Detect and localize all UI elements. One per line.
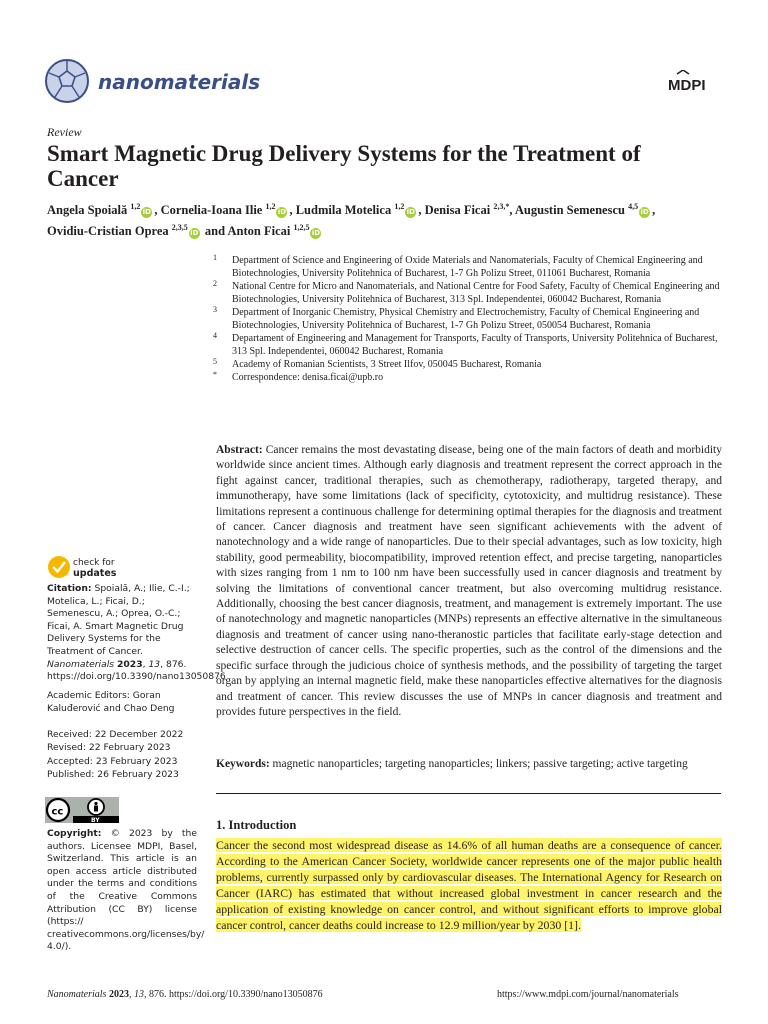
author-separator: , xyxy=(418,203,425,218)
author-separator: , xyxy=(509,203,515,218)
footer-citation: Nanomaterials 2023, 13, 876. https://doi.org/10.3390/nano13050876 xyxy=(47,989,323,1000)
publisher-name: MDPI xyxy=(668,77,706,92)
author-name: Ovidiu-Cristian Oprea xyxy=(47,224,169,239)
abstract-text: Cancer remains the most devastating disease, being one of the main factors of death and morbidity worldwide since ancient times. Although early diagnosis and treatment represent the correct approach in the fight against cancer, traditional therapies, such as chemotherapy, radiotherapy, targeted therapy, and immunotherapy, have some limitations (lack of specificity, cytotoxicity, and multidrug resistance). These limitations represent a continuous challenge for determining optimal therapies for the diagnosis and treatment of cancer. Cancer diagnosis and treatment have seen significant achievements with the advent of nanotechnology and a wide range of nanoparticles. Due to their special advantages, such as low toxicity, high stability, good permeability, biocompatibility, improved retention effect, and precise targeting, nanoparticles with sizes ranging from 1 nm to 100 nm have been successfully used in cancer diagnosis and treatment by solving the limitations of conventional cancer treatment, but also overcoming multidrug resistance. Additionally, choosing the best cancer diagnosis, treatment, and management is extremely important. The use of nanotechnology and magnetic nanoparticles (MNPs) represents an effective alternative in the simultaneous diagnosis and treatment of cancer using nano-theranostic particles that facilitate early-stage detection and selective destruction of cancer cells. The specific properties, such as the control of the dimensions and the specific surface through the judicious choice of synthesis methods, and the possibility of targeting the target organ by applying an internal magnetic field, make these nanoparticles effective alternatives for the diagnosis and treatment of cancer. This review discusses the use of MNPs in cancer diagnosis and treatment and provides future perspectives in the field. xyxy=(216,444,723,718)
keywords-label: Keywords: xyxy=(216,758,270,770)
copyright-text: © 2023 by the authors. Licensee MDPI, Basel, Switzerland. This article is an open access article distributed under the terms and conditions of the Creative Commons Attribution (CC BY) license (https:// creativecommons.org/licenses/by/ 4.0/). xyxy=(47,828,205,953)
affiliation-number: * xyxy=(213,370,217,379)
citation-text: Spoială, A.; Ilie, C.-I.; Motelica, L.; Ficai, D.; Semenescu, A.; Oprea, O.-C.; Ficai, A. Smart Magnetic Drug Delivery Systems for the Treatment of Cancer. xyxy=(47,583,190,657)
affiliation-number: 1 xyxy=(213,253,217,262)
copyright-block xyxy=(47,828,205,954)
affiliation-item xyxy=(213,371,733,384)
author-separator: , xyxy=(289,203,296,218)
author-affiliation-marker: 1,2 xyxy=(265,202,276,211)
journal-name: nanomaterials xyxy=(98,70,261,94)
citation-volume: 13 xyxy=(148,658,161,670)
svg-text:cc: cc xyxy=(51,806,64,818)
author-name: Anton Ficai xyxy=(227,224,291,239)
affiliation-text: National Centre for Micro and Nanomaterials, and National Centre for Food Safety, Faculty of Chemical Engineering and Biotechnologies, University Politehnica of Bucharest, 313 Spl. Independentei, 060042 Bucharest, Romania xyxy=(232,281,720,305)
footer-year: 2023 xyxy=(108,989,129,1000)
abstract-label: Abstract: xyxy=(216,444,263,456)
affiliation-list xyxy=(213,254,733,384)
orcid-icon[interactable]: iD xyxy=(277,208,287,217)
section-divider xyxy=(216,793,721,794)
copyright-label: Copyright: xyxy=(47,828,102,839)
affiliation-item xyxy=(213,332,733,358)
keywords-text: magnetic nanoparticles; targeting nanoparticles; linkers; passive targeting; active targeting xyxy=(272,758,688,770)
author-affiliation-marker: 1,2,5 xyxy=(293,223,310,233)
author-affiliation-marker: 1,2 xyxy=(130,202,141,211)
date-received: Received: 22 December 2022 xyxy=(47,729,184,740)
affiliation-text: Department of Science and Engineering of Oxide Materials and Nanomaterials, Faculty of Chemical Engineering and Biotechnologies, University Politehnica of Bucharest, 1-7 Gh Polizu Street, 011061 Bucharest, Romania xyxy=(232,255,703,279)
orcid-icon[interactable]: iD xyxy=(311,229,321,238)
keywords xyxy=(216,757,768,772)
author-affiliation-marker: 2,3,* xyxy=(493,202,510,211)
author-list xyxy=(47,198,727,240)
article-title: Smart Magnetic Drug Delivery Systems for the Treatment of Cancer xyxy=(47,141,641,191)
affiliation-item xyxy=(213,358,733,371)
mdpi-logo-icon xyxy=(667,70,721,92)
check-for-updates-icon[interactable] xyxy=(47,553,127,581)
dates-block xyxy=(47,728,207,782)
affiliation-number: 2 xyxy=(213,279,217,288)
affiliation-item xyxy=(213,306,733,332)
orcid-icon[interactable]: iD xyxy=(142,208,151,217)
orcid-icon[interactable]: iD xyxy=(640,208,649,217)
affiliation-number: 4 xyxy=(213,331,217,340)
cc-by-label: BY xyxy=(91,817,100,823)
affiliation-item xyxy=(213,254,733,280)
citation-block: Citation: Spoială, A.; Ilie, C.-I.; Motelica, L.; Ficai, D.; Semenescu, A.; Oprea, O.-C.; Ficai, A. Smart Magnetic Drug Delivery Systems for the Treatment of Cancer. Nanomaterials 2023, 13, 876. https://doi.org/10.3390/nano13050876 xyxy=(47,583,226,683)
affiliation-text: Academy of Romanian Scientists, 3 Street Ilfov, 050045 Bucharest, Romania xyxy=(232,359,542,370)
footer-volume: 13 xyxy=(133,989,144,1000)
author-affiliation-marker: 2,3,5 xyxy=(171,223,188,233)
footer-journal-url[interactable]: https://www.mdpi.com/journal/nanomaterials xyxy=(497,989,679,1000)
affiliation-text: Departament of Engineering and Management for Transports, Faculty of Transports, University Politehnica of Bucharest, 313 Spl. Independentei, 060042 Bucharest, Romania xyxy=(232,333,718,357)
academic-editors: Academic Editors: Goran Kaluđerović and Chao Deng xyxy=(47,690,175,714)
date-revised: Revised: 22 February 2023 xyxy=(47,742,171,754)
footer-doi[interactable]: , 876. https://doi.org/10.3390/nano13050876 xyxy=(143,989,323,1000)
highlighted-text: Cancer the second most widespread disease as 14.6% of all human deaths are a consequence of cancer. According to the American Cancer Society, worldwide cancer represents one of the major public health problems, currently surpassed only by cardiovascular diseases. The International Agency for Research on Cancer (IARC) has estimated that without increased global investment in cancer research and the application of existing knowledge on cancer control, and without significant efforts to improve global cancer control, cancer deaths could increase to 12.9 million/year by 2030 [1]. xyxy=(216,838,722,932)
author-separator: , xyxy=(154,203,161,218)
affiliation-text: Department of Inorganic Chemistry, Physical Chemistry and Electrochemistry, Faculty of Chemical Engineering and Biotechnologies, University Politehnica of Bucharest, 1-7 Gh Polizu Street, 050054 Bucharest, Romania xyxy=(232,307,700,331)
orcid-icon[interactable]: iD xyxy=(190,229,199,238)
check-updates-line1: check for xyxy=(73,558,115,568)
affiliation-item xyxy=(213,280,733,306)
author-name: Ludmila Motelica xyxy=(295,203,392,218)
check-updates-line2: updates xyxy=(73,568,117,579)
journal-logo-icon xyxy=(44,58,90,104)
date-accepted: Accepted: 23 February 2023 xyxy=(47,755,178,767)
author-affiliation-marker: 4,5 xyxy=(628,202,639,211)
author-separator: , xyxy=(652,203,656,218)
orcid-icon[interactable]: iD xyxy=(406,208,415,217)
introduction-paragraph xyxy=(216,837,722,933)
affiliation-text: Correspondence: denisa.ficai@upb.ro xyxy=(232,372,384,383)
author-name: Cornelia-Ioana Ilie xyxy=(160,203,263,218)
date-published: Published: 26 February 2023 xyxy=(47,769,179,781)
abstract xyxy=(216,443,722,720)
author-separator: and xyxy=(201,224,228,239)
affiliation-number: 5 xyxy=(213,357,217,366)
author-name: Augustin Semenescu xyxy=(514,203,625,218)
affiliation-number: 3 xyxy=(213,305,217,314)
cc-by-license-icon[interactable] xyxy=(45,797,119,823)
author-name: Denisa Ficai xyxy=(424,203,491,218)
citation-year: 2023 xyxy=(117,658,143,670)
article-type: Review xyxy=(47,125,82,139)
citation-label: Citation: xyxy=(47,583,92,594)
section-heading-introduction: 1. Introduction xyxy=(216,818,297,832)
author-name: Angela Spoială xyxy=(47,203,128,218)
footer-journal: Nanomaterials xyxy=(47,989,107,1000)
citation-journal: Nanomaterials xyxy=(47,658,115,670)
author-affiliation-marker: 1,2 xyxy=(394,202,405,211)
citation-doi[interactable]: , 876. https://doi.org/10.3390/nano13050876 xyxy=(47,658,226,683)
